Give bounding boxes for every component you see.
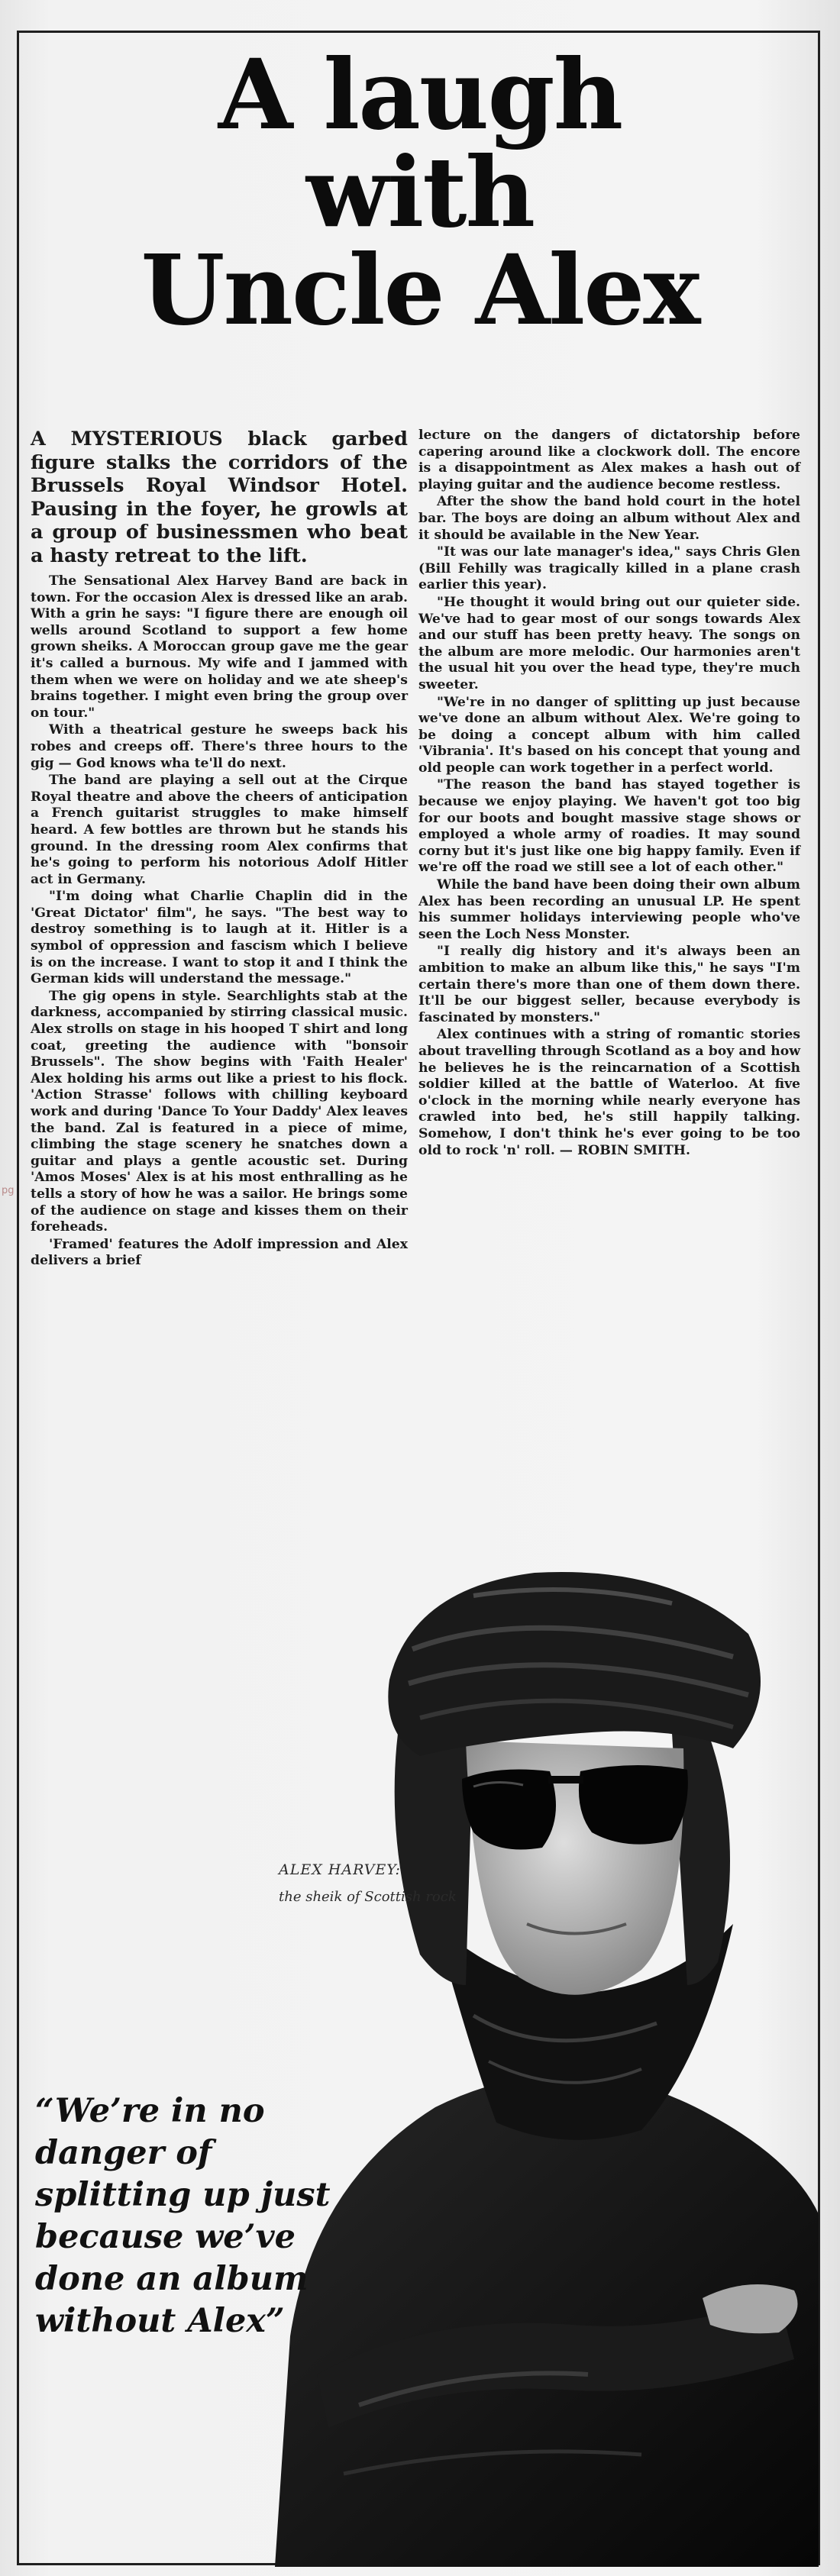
- portrait-illustration: [244, 1527, 819, 2567]
- article-paragraph: 'Framed' features the Adolf impression and Alex delivers a brief: [31, 1236, 408, 1269]
- headline: [61, 38, 779, 347]
- portrait-photo: [244, 1527, 819, 2567]
- article-paragraph: With a theatrical gesture he sweeps back his robes and creeps off. There's three hours to the gig — God knows wha te'll do next.: [31, 722, 408, 771]
- headline-line-3: Uncle Alex: [141, 234, 699, 347]
- article-paragraph: Alex continues with a string of romantic stories about travelling through Scotland as a boy and how he believes he is the reincarnation of a Scottish soldier killed at the battle of Waterloo. At five o'clock in the morning while nearly everyone has crawled into bed, he's still happily talking. Somehow, I don't think he's ever going to be too old to rock 'n' roll. — ROBIN SMITH.: [418, 1027, 800, 1158]
- article-paragraph: While the band have been doing their own album Alex has been recording an unusual LP. He spent his summer holidays interviewing people who've seen the Loch Ness Monster.: [418, 877, 800, 942]
- article-paragraph: "The reason the band has stayed together is because we enjoy playing. We haven't got too big for our boots and bought massive stage shows or employed a whole army of roadies. It may sound corny but it's just like one big happy family. Even if we're off the road we still see a lot of each other.": [418, 777, 800, 876]
- article-paragraph: "He thought it would bring out our quieter side. We've had to gear most of our songs towards Alex and our stuff has been pretty heavy. The songs on the album are more melodic. Our harmonies aren't the usual hit you over the head type, they're much sweeter.: [418, 594, 800, 692]
- caption-name: ALEX HARVEY:: [279, 1861, 401, 1878]
- headline-line-1: A laugh: [218, 38, 622, 151]
- article-column-right: [418, 428, 800, 1160]
- article-paragraph: The gig opens in style. Searchlights stab at the darkness, accompanied by stirring classical music. Alex strolls on stage in his hooped T shirt and long coat, greeting the audience with "bonsoir Brussels". The show begins with 'Faith Healer' Alex holding his arms out like a priest to his flock. 'Action Strasse' follows with chilling keyboard work and during 'Dance To Your Daddy' Alex leaves the band. Zal is featured in a piece of mime, climbing the stage scenery he snatches down a guitar and plays a gentle acoustic set. During 'Amos Moses' Alex is at his most enthralling as he tells a story of how he was a sailor. He brings some of the audience on stage and kisses them on their foreheads.: [31, 988, 408, 1235]
- caption-subtitle: the sheik of Scottish rock: [279, 1889, 457, 1905]
- article-paragraph: lecture on the dangers of dictatorship before capering around like a clockwork doll. The encore is a disappointment as Alex makes a hash out of playing guitar and the audience become restless.: [418, 428, 800, 492]
- article-paragraph: "I really dig history and it's always been an ambition to make an album like this," he says "I'm certain there's more than one of them down there. It'll be our biggest seller, because everybody is fascinated by monsters.": [418, 944, 800, 1025]
- article-paragraph: "It was our late manager's idea," says Chris Glen (Bill Fehilly was tragically killed in a plane crash earlier this year).: [418, 544, 800, 593]
- article-intro: A MYSTERIOUS black garbed figure stalks the corridors of the Brussels Royal Windsor Hotel. Pausing in the foyer, he growls at a group of businessmen who beat a hasty retreat to the lift.: [31, 428, 408, 567]
- pull-quote: “We’re in no danger of splitting up just because we’ve done an album without Alex”: [35, 2092, 331, 2340]
- margin-mark: pg: [2, 1185, 15, 1196]
- photo-caption: [279, 1861, 493, 1905]
- article-paragraph: "I'm doing what Charlie Chaplin did in the 'Great Dictator' film", he says. "The best way to destroy something is to laugh at it. Hitler is a symbol of oppression and fascism which I believe is on the increase. I want to stop it and I think the German kids will understand the message.": [31, 889, 408, 987]
- article-paragraph: "We're in no danger of splitting up just because we've done an album without Alex. We're going to be doing a concept album with him called 'Vibrania'. It's based on his concept that young and old people can work together in a perfect world.: [418, 694, 800, 776]
- article-paragraph: After the show the band hold court in the hotel bar. The boys are doing an album without Alex and it should be available in the New Year.: [418, 494, 800, 543]
- article-paragraph: The Sensational Alex Harvey Band are back in town. For the occasion Alex is dressed like an arab. With a grin he says: "I figure there are enough oil wells around Scotland to support a few home grown sheiks. A Moroccan group gave me the gear it's called a burnous. My wife and I jammed with them when we were on holiday and we ate sheep's brains together. I might even bring the group over on tour.": [31, 573, 408, 721]
- article-column-left: [31, 428, 408, 1270]
- article-paragraph: The band are playing a sell out at the Cirque Royal theatre and above the cheers of anticipation a French guitarist struggles to make himself heard. A few bottles are thrown but he stands his ground. In the dressing room Alex confirms that he's going to perform his notorious Adolf Hitler act in Germany.: [31, 773, 408, 887]
- headline-line-2: with: [305, 136, 535, 249]
